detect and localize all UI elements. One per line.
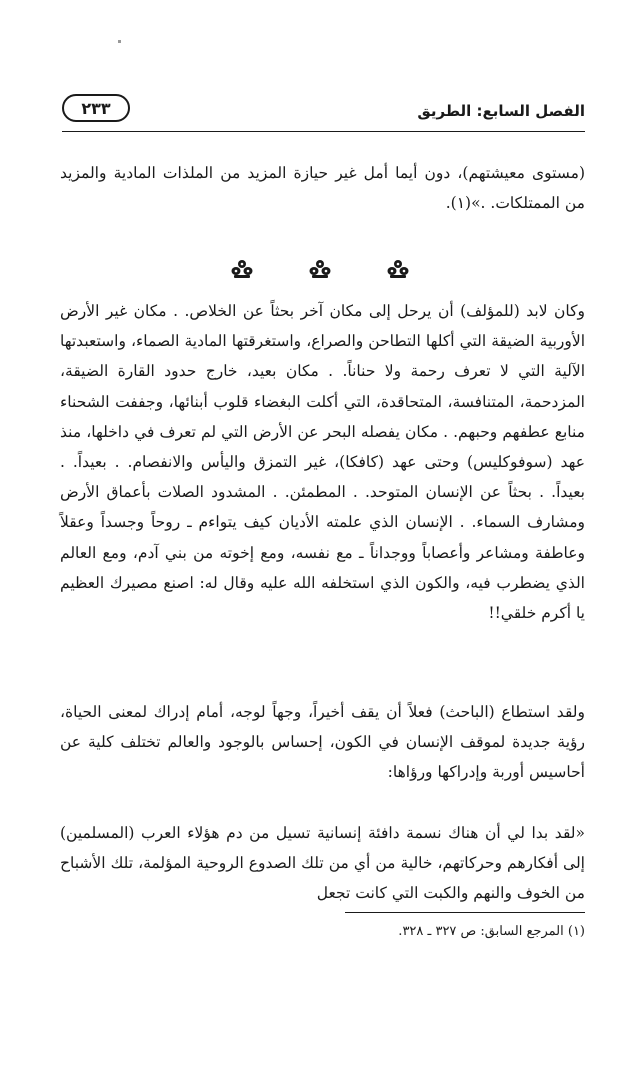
paragraph-journey (60, 296, 585, 628)
page-number-badge: ٢٣٣ (62, 94, 130, 122)
paragraph-vision (60, 697, 585, 788)
paragraph-text: وكان لابد (للمؤلف) أن يرحل إلى مكان آخر بحثاً عن الخلاص. . مكان غير الأرض الأوربية الضيقة التي أكلها التطاحن والصراع، واستغرقتها المادية الصماء، واستعبدتها الآلية التي لا تعرف رحمة ولا حناناً. . مكان بعيد، خارج حدود القارة الضيقة، المزدحمة، المتنافسة، المتحاقدة، التي أكلت البغضاء قلوب أبنائها، وجففت الشحناء منابع عطفهم وحبهم. . مكان يفصله البحر عن الأرض التي لم تعرف في داخلها، منذ عهد (سوفوكليس) وحتى عهد (كافكا)، غير التمزق واليأس والانفصام. . بعيداً. . بعيداً. . بحثاً عن الإنسان المتوحد. . المطمئن. . المشدود الصلات بأعماق الأرض ومشارف السماء. . الإنسان الذي علمته الأديان كيف يتواءم ـ روحاً وجسداً وعقلاً وعاطفة ومشاعر وأعصاباً ووجداناً ـ مع نفسه، ومع إخوته من بني آدم، ومع العالم الذي يضطرب فيه، والكون الذي استخلفه الله عليه وقال له: اصنع مصيرك العظيم يا أكرم خلقي!! (60, 302, 585, 623)
paragraph-text: «لقد بدا لي أن هناك نسمة دافئة إنسانية تسيل من دم هؤلاء العرب (المسلمين) إلى أفكارهم وحركاتهم، خالية من أي من تلك الصدوع الروحية المؤلمة، تلك الأشباح من الخوف والنهم والكبت التي كانت تجعل (60, 824, 585, 903)
chapter-title: الفصل السابع: الطريق (417, 102, 585, 120)
running-header (62, 92, 585, 130)
paragraph-text: ولقد استطاع (الباحث) فعلاً أن يقف أخيراً، وجهاً لوجه، أمام إدراك لمعنى الحياة، رؤية جديدة لموقف الإنسان في الكون، إحساس بالوجود والعالم تختلف كلية عن أحاسيس أوربة وإدراكها ورؤاها: (60, 703, 585, 782)
footnote: (١) المرجع السابق: ص ٣٢٧ ـ ٣٢٨. (398, 924, 585, 939)
paragraph-text: (مستوى معيشتهم)، دون أيما أمل غير حيازة المزيد من الملذات المادية والمزيد من الممتلكات. .»(١). (60, 164, 585, 213)
floral-ornament-icon (386, 258, 410, 280)
header-divider (62, 131, 585, 132)
footnote-divider (345, 912, 585, 913)
floral-ornament-icon (230, 258, 254, 280)
paragraph-quote-start (60, 818, 585, 909)
floral-ornament-icon (308, 258, 332, 280)
section-separator (230, 255, 410, 283)
paragraph-quote-end (60, 158, 585, 218)
scan-speck (118, 40, 121, 43)
